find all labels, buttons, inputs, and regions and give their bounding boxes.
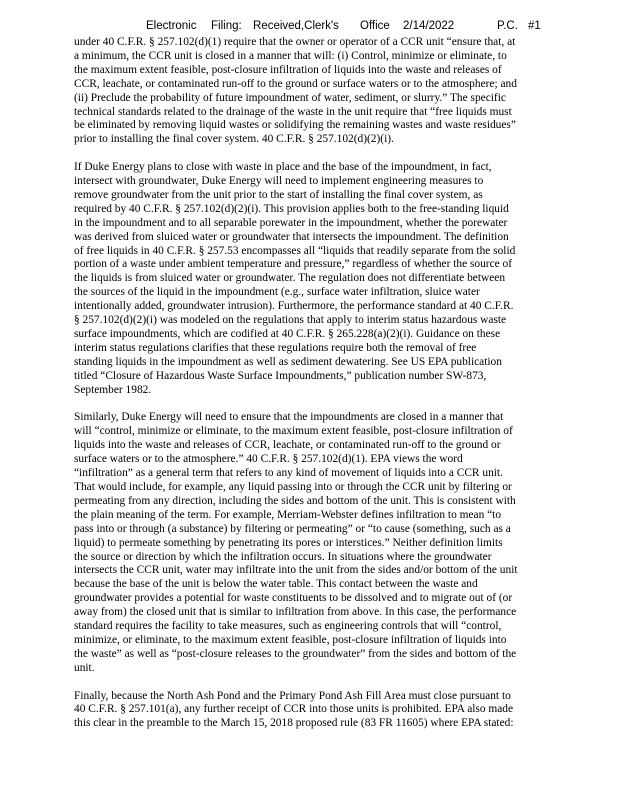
text-line: Similarly, Duke Energy will need to ensure that the impoundments are closed in a manner that	[74, 411, 504, 424]
header-electronic: Electronic	[146, 20, 197, 32]
text-line: September 1982.	[74, 383, 152, 396]
text-line: of free liquids in 40 C.F.R. § 257.53 encompasses all “liquids that readily separate from the solid	[74, 244, 516, 257]
text-line: away from) the closed unit that is similar to infiltration from above. In this case, the performance	[74, 606, 517, 619]
text-line: the sources of the liquid in the impoundment (e.g., surface water infiltration, sluice water	[74, 286, 480, 299]
text-line: standard requires the facility to take measures, such as engineering controls that will “control,	[74, 620, 502, 633]
text-line: permeating from any direction, including the sides and bottom of the unit. This is consistent with	[74, 494, 516, 507]
paragraph-2	[74, 161, 574, 397]
text-line: remove groundwater from the unit prior to the start of installing the final cover system, as	[74, 188, 483, 201]
document-body	[74, 36, 574, 745]
header-pc-number: #1	[528, 20, 541, 32]
text-line: will “control, minimize or eliminate, to the maximum extent feasible, post-closure infiltration of	[74, 425, 513, 438]
text-line: this clear in the preamble to the March 15, 2018 proposed rule (83 FR 11605) where EPA stated:	[74, 717, 514, 730]
filing-header	[0, 20, 618, 34]
text-line: in the impoundment and to all separable porewater in the impoundment, whether the porewater	[74, 216, 508, 229]
text-line: standing liquids in the impoundment as well as sediment dewatering. See US EPA publication	[74, 355, 502, 368]
header-office: Office	[360, 20, 390, 32]
text-line: required by 40 C.F.R. § 257.102(d)(2)(i). This provision applies both to the free-standing liquid	[74, 202, 509, 215]
header-filing: Filing:	[211, 20, 242, 32]
text-line: interim status regulations clarifies that these regulations require both the removal of free	[74, 341, 477, 354]
text-line: portion of a waste under ambient temperature and pressure,” regardless of whether the source of	[74, 258, 513, 271]
text-line: (ii) Preclude the probability of future impoundment of water, sediment, or slurry.” The specific	[74, 91, 506, 104]
paragraph-3	[74, 411, 574, 675]
text-line: minimize, or eliminate, to the maximum extent feasible, post-closure infiltration of liquids into	[74, 633, 507, 646]
text-line: pass into or through (a substance) by filtering or permeating” or “to cause (something, such as a	[74, 522, 511, 535]
text-line: Finally, because the North Ash Pond and the Primary Pond Ash Fill Area must close pursuant to	[74, 689, 511, 702]
header-pc: P.C.	[497, 20, 518, 32]
text-line: because the base of the unit is below the water table. This contact between the waste and	[74, 578, 478, 591]
text-line: CCR, leachate, or contaminated run-off to the ground or surface waters or to the atmosphere; and	[74, 77, 517, 90]
text-line: That would include, for example, any liquid passing into or through the CCR unit by filtering or	[74, 480, 512, 493]
text-line: prior to installing the final cover system. 40 C.F.R. § 257.102(d)(2)(i).	[74, 133, 394, 146]
text-line: 40 C.F.R. § 257.101(a), any further receipt of CCR into those units is prohibited. EPA also made	[74, 703, 514, 716]
header-date: 2/14/2022	[403, 20, 455, 32]
text-line: liquids into the waste and releases of CCR, leachate, or contaminated run-off to the ground or	[74, 439, 501, 452]
text-line: was derived from sluiced water or groundwater that intersects the impoundment. The definition	[74, 230, 509, 243]
text-line: the liquids is from sluiced water or groundwater. The regulation does not differentiate between	[74, 272, 506, 285]
paragraph-1	[74, 36, 574, 147]
text-line: the maximum extent feasible, post-closure infiltration of liquids into the waste and releases of	[74, 63, 502, 76]
text-line: intentionally added, groundwater intrusion). Furthermore, the performance standard at 40 C.F.R.	[74, 300, 514, 313]
text-line: the source or direction by which the infiltration occurs. In situations where the groundwater	[74, 550, 492, 563]
text-line: surface waters or to the atmosphere.” 40 C.F.R. § 257.102(d)(1). EPA views the word	[74, 453, 463, 466]
text-line: liquid) to permeate something by penetrating its pores or interstices.” Neither definition limits	[74, 536, 503, 549]
text-line: intersects the CCR unit, water may infiltrate into the unit from the sides and/or bottom of the unit	[74, 564, 518, 577]
text-line: under 40 C.F.R. § 257.102(d)(1) require that the owner or operator of a CCR unit “ensure that, at	[74, 36, 516, 48]
text-line: titled “Closure of Hazardous Waste Surface Impoundments,” publication number SW-873,	[74, 369, 487, 382]
text-line: the waste” as well as “post-closure releases to the groundwater” from the sides and bottom of the	[74, 647, 517, 660]
text-line: a minimum, the CCR unit is closed in a manner that will: (i) Control, minimize or eliminate, to	[74, 49, 507, 62]
text-line: surface impoundments, which are codified at 40 C.F.R. § 265.228(a)(2)(i). Guidance on these	[74, 328, 501, 341]
text-line: § 257.102(d)(2)(i) was modeled on the regulations that apply to interim status hazardous waste	[74, 314, 507, 327]
text-line: technical standards related to the drainage of the waste in the unit require that “free liquids must	[74, 105, 512, 118]
text-line: be eliminated by removing liquid wastes or solidifying the remaining wastes and waste residues”	[74, 119, 516, 132]
text-line: the plain meaning of the term. For example, Merriam-Webster defines infiltration to mean “to	[74, 508, 502, 521]
paragraph-4	[74, 690, 574, 732]
text-line: groundwater provides a potential for waste constituents to be dissolved and to migrate out of (or	[74, 592, 513, 605]
text-line: intersect with groundwater, Duke Energy will need to implement engineering measures to	[74, 175, 484, 188]
header-received-clerks: Received,Clerk's	[253, 20, 339, 32]
text-line: If Duke Energy plans to close with waste in place and the base of the impoundment, in fact,	[74, 161, 492, 174]
text-line: unit.	[74, 661, 95, 674]
text-line: “infiltration” as a general term that refers to any kind of movement of liquids into a CCR unit.	[74, 467, 503, 480]
